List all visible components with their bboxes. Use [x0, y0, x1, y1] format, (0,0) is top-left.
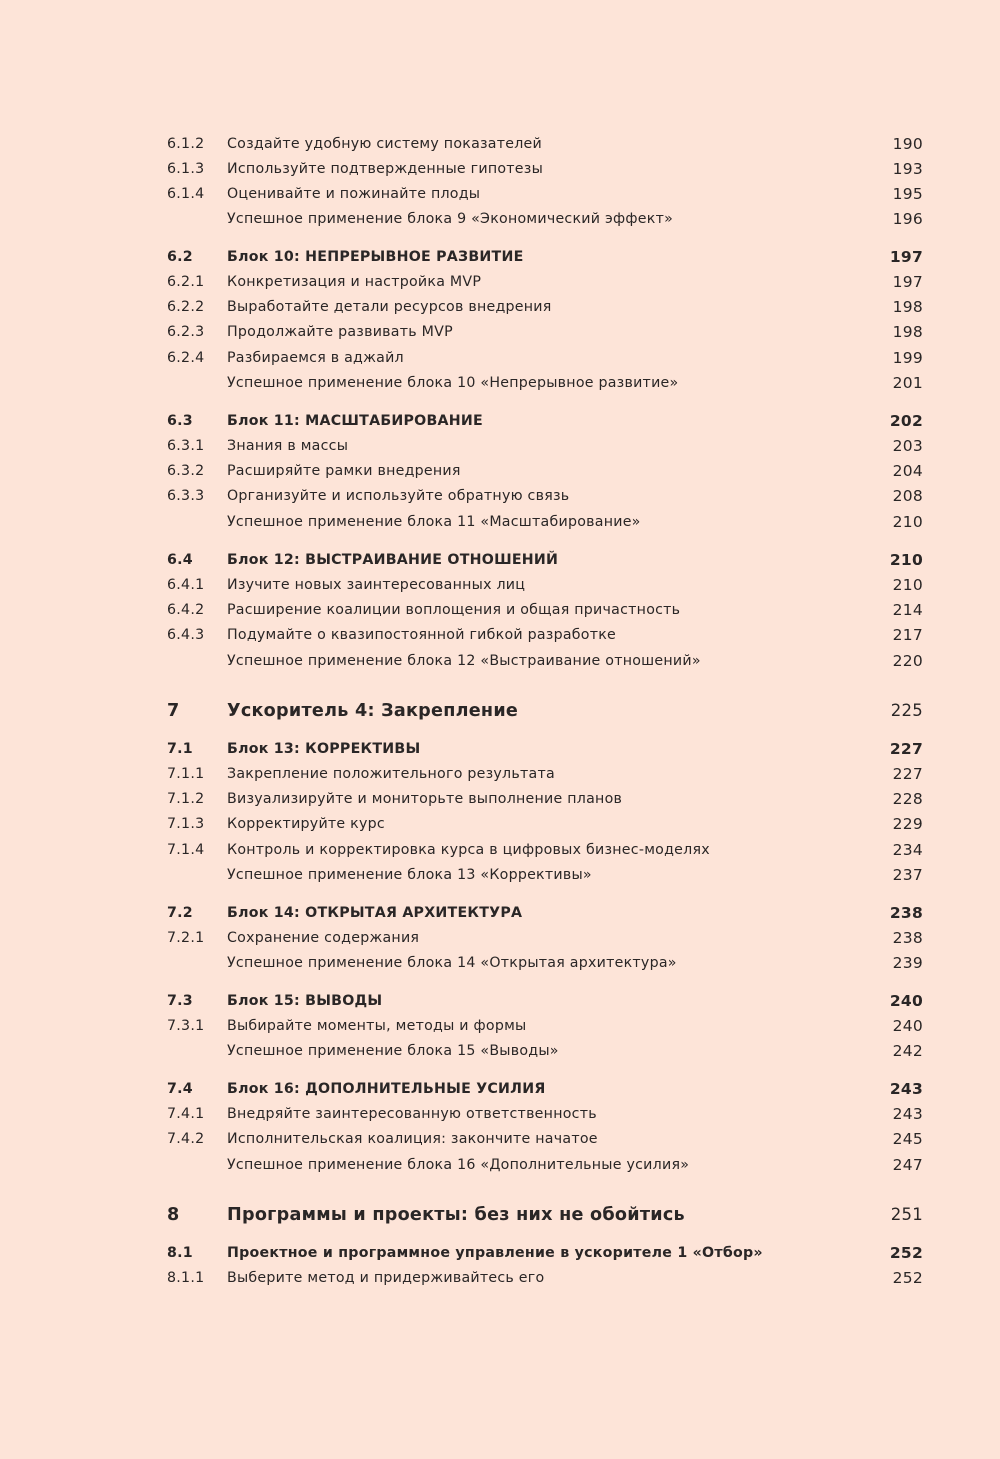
entry-title: Изучите новых заинтересованных лиц	[227, 577, 526, 593]
toc-section	[0, 1241, 1000, 1266]
toc-entry	[0, 207, 1000, 232]
section-page: 238	[889, 904, 923, 922]
toc-entry	[0, 320, 1000, 345]
entry-number: 7.4.1	[167, 1106, 205, 1122]
entry-page: 217	[892, 626, 923, 644]
chapter-title: Программы и проекты: без них не обойтись	[227, 1205, 685, 1225]
section-title: Блок 13: КОРРЕКТИВЫ	[227, 741, 421, 757]
entry-page: 227	[892, 765, 923, 783]
entry-number: 6.4.2	[167, 602, 205, 618]
section-page: 210	[889, 551, 923, 569]
entry-title: Используйте подтвержденные гипотезы	[227, 161, 544, 177]
section-page: 243	[889, 1080, 923, 1098]
toc-entry	[0, 484, 1000, 509]
toc-entry	[0, 1039, 1000, 1064]
entry-number: 7.1.2	[167, 791, 205, 807]
toc-entry	[0, 649, 1000, 674]
entry-title: Выбирайте моменты, методы и формы	[227, 1018, 527, 1034]
section-page: 240	[889, 992, 923, 1010]
chapter-page: 225	[890, 701, 923, 720]
entry-number: 7.1.4	[167, 842, 205, 858]
entry-page: 203	[892, 437, 923, 455]
entry-page: 210	[892, 513, 923, 531]
entry-title: Внедряйте заинтересованную ответственность	[227, 1106, 597, 1122]
entry-title: Успешное применение блока 15 «Выводы»	[227, 1043, 559, 1059]
entry-number: 6.2.3	[167, 324, 205, 340]
toc-entry	[0, 863, 1000, 888]
entry-title: Успешное применение блока 11 «Масштабирование»	[227, 514, 641, 530]
entry-page: 193	[892, 160, 923, 178]
entry-page: 220	[892, 652, 923, 670]
entry-page: 238	[892, 929, 923, 947]
entry-page: 198	[892, 323, 923, 341]
section-page: 252	[889, 1244, 923, 1262]
entry-title: Создайте удобную систему показателей	[227, 136, 543, 152]
entry-number: 7.2.1	[167, 930, 205, 946]
section-number: 7.1	[167, 741, 193, 757]
entry-page: 252	[892, 1269, 923, 1287]
entry-page: 204	[892, 462, 923, 480]
toc-entry	[0, 838, 1000, 863]
toc-entry	[0, 157, 1000, 182]
toc-entry	[0, 371, 1000, 396]
entry-title: Визуализируйте и мониторьте выполнение планов	[227, 791, 623, 807]
toc-entry	[0, 1127, 1000, 1152]
entry-title: Выберите метод и придерживайтесь его	[227, 1270, 545, 1286]
entry-title: Расширяйте рамки внедрения	[227, 463, 461, 479]
entry-number: 6.3.3	[167, 488, 205, 504]
entry-number: 6.3.1	[167, 438, 205, 454]
entry-number: 7.1.1	[167, 766, 205, 782]
entry-page: 247	[892, 1156, 923, 1174]
toc-entry	[0, 459, 1000, 484]
toc-entry	[0, 787, 1000, 812]
section-number: 8.1	[167, 1245, 193, 1261]
section-number: 6.3	[167, 413, 193, 429]
entry-page: 243	[892, 1105, 923, 1123]
entry-title: Успешное применение блока 10 «Непрерывное развитие»	[227, 375, 679, 391]
entry-page: 197	[892, 273, 923, 291]
toc-entry	[0, 926, 1000, 951]
entry-number: 8.1.1	[167, 1270, 205, 1286]
entry-number: 6.2.1	[167, 274, 205, 290]
entry-number: 6.4.1	[167, 577, 205, 593]
entry-number: 6.1.4	[167, 186, 205, 202]
section-number: 6.2	[167, 249, 193, 265]
entry-title: Закрепление положительного результата	[227, 766, 555, 782]
entry-title: Конкретизация и настройка MVP	[227, 274, 482, 290]
section-number: 7.2	[167, 905, 193, 921]
entry-title: Организуйте и используйте обратную связь	[227, 488, 570, 504]
toc-section	[0, 901, 1000, 926]
toc-entry	[0, 598, 1000, 623]
entry-title: Успешное применение блока 13 «Коррективы»	[227, 867, 592, 883]
entry-page: 229	[892, 815, 923, 833]
entry-page: 201	[892, 374, 923, 392]
section-number: 6.4	[167, 552, 193, 568]
toc-section	[0, 989, 1000, 1014]
entry-page: 239	[892, 954, 923, 972]
toc-section	[0, 1077, 1000, 1102]
section-title: Блок 10: НЕПРЕРЫВНОЕ РАЗВИТИЕ	[227, 249, 524, 265]
toc-entry	[0, 573, 1000, 598]
entry-page: 190	[892, 135, 923, 153]
entry-page: 234	[892, 841, 923, 859]
section-number: 7.3	[167, 993, 193, 1009]
entry-title: Знания в массы	[227, 438, 349, 454]
section-page: 202	[889, 412, 923, 430]
entry-page: 214	[892, 601, 923, 619]
section-title: Проектное и программное управление в ускорителе 1 «Отбор»	[227, 1245, 763, 1261]
entry-number: 6.1.3	[167, 161, 205, 177]
toc-section	[0, 245, 1000, 270]
entry-page: 198	[892, 298, 923, 316]
entry-number: 6.4.3	[167, 627, 205, 643]
toc-entry	[0, 182, 1000, 207]
toc-entry	[0, 295, 1000, 320]
entry-page: 195	[892, 185, 923, 203]
entry-page: 228	[892, 790, 923, 808]
toc-entry	[0, 1102, 1000, 1127]
toc-entry	[0, 762, 1000, 787]
entry-title: Контроль и корректировка курса в цифровых бизнес-моделях	[227, 842, 710, 858]
entry-number: 6.3.2	[167, 463, 205, 479]
entry-title: Успешное применение блока 9 «Экономический эффект»	[227, 211, 674, 227]
section-title: Блок 12: ВЫСТРАИВАНИЕ ОТНОШЕНИЙ	[227, 552, 559, 568]
section-page: 227	[889, 740, 923, 758]
entry-page: 210	[892, 576, 923, 594]
section-title: Блок 11: МАСШТАБИРОВАНИЕ	[227, 413, 483, 429]
entry-page: 245	[892, 1130, 923, 1148]
entry-page: 237	[892, 866, 923, 884]
toc-section	[0, 548, 1000, 573]
entry-page: 196	[892, 210, 923, 228]
toc-entry	[0, 270, 1000, 295]
toc-chapter	[0, 696, 1000, 726]
entry-title: Сохранение содержания	[227, 930, 420, 946]
entry-page: 199	[892, 349, 923, 367]
chapter-number: 8	[167, 1205, 180, 1225]
toc-entry	[0, 346, 1000, 371]
entry-number: 7.3.1	[167, 1018, 205, 1034]
entry-title: Выработайте детали ресурсов внедрения	[227, 299, 552, 315]
section-title: Блок 14: ОТКРЫТАЯ АРХИТЕКТУРА	[227, 905, 523, 921]
entry-title: Успешное применение блока 14 «Открытая архитектура»	[227, 955, 677, 971]
toc-entry	[0, 1153, 1000, 1178]
toc-entry	[0, 434, 1000, 459]
entry-title: Успешное применение блока 16 «Дополнительные усилия»	[227, 1157, 690, 1173]
entry-title: Успешное применение блока 12 «Выстраивание отношений»	[227, 653, 701, 669]
chapter-number: 7	[167, 701, 180, 721]
entry-number: 6.2.2	[167, 299, 205, 315]
section-page: 197	[889, 248, 923, 266]
section-title: Блок 15: ВЫВОДЫ	[227, 993, 383, 1009]
toc-entry	[0, 812, 1000, 837]
toc-entry	[0, 1014, 1000, 1039]
entry-number: 6.1.2	[167, 136, 205, 152]
toc-entry	[0, 623, 1000, 648]
section-number: 7.4	[167, 1081, 193, 1097]
entry-page: 208	[892, 487, 923, 505]
chapter-title: Ускоритель 4: Закрепление	[227, 701, 519, 721]
section-title: Блок 16: ДОПОЛНИТЕЛЬНЫЕ УСИЛИЯ	[227, 1081, 546, 1097]
entry-title: Исполнительская коалиция: закончите начатое	[227, 1131, 598, 1147]
entry-title: Корректируйте курс	[227, 816, 385, 832]
toc-entry	[0, 951, 1000, 976]
toc-section	[0, 409, 1000, 434]
entry-page: 242	[892, 1042, 923, 1060]
toc-entry	[0, 1266, 1000, 1291]
chapter-page: 251	[890, 1205, 923, 1224]
entry-title: Расширение коалиции воплощения и общая причастность	[227, 602, 681, 618]
entry-number: 7.4.2	[167, 1131, 205, 1147]
entry-title: Подумайте о квазипостоянной гибкой разработке	[227, 627, 617, 643]
toc-entry	[0, 510, 1000, 535]
entry-number: 6.2.4	[167, 350, 205, 366]
toc-chapter	[0, 1200, 1000, 1230]
entry-title: Продолжайте развивать MVP	[227, 324, 453, 340]
toc-entry	[0, 132, 1000, 157]
entry-page: 240	[892, 1017, 923, 1035]
toc-section	[0, 737, 1000, 762]
entry-title: Оценивайте и пожинайте плоды	[227, 186, 481, 202]
entry-title: Разбираемся в аджайл	[227, 350, 404, 366]
entry-number: 7.1.3	[167, 816, 205, 832]
